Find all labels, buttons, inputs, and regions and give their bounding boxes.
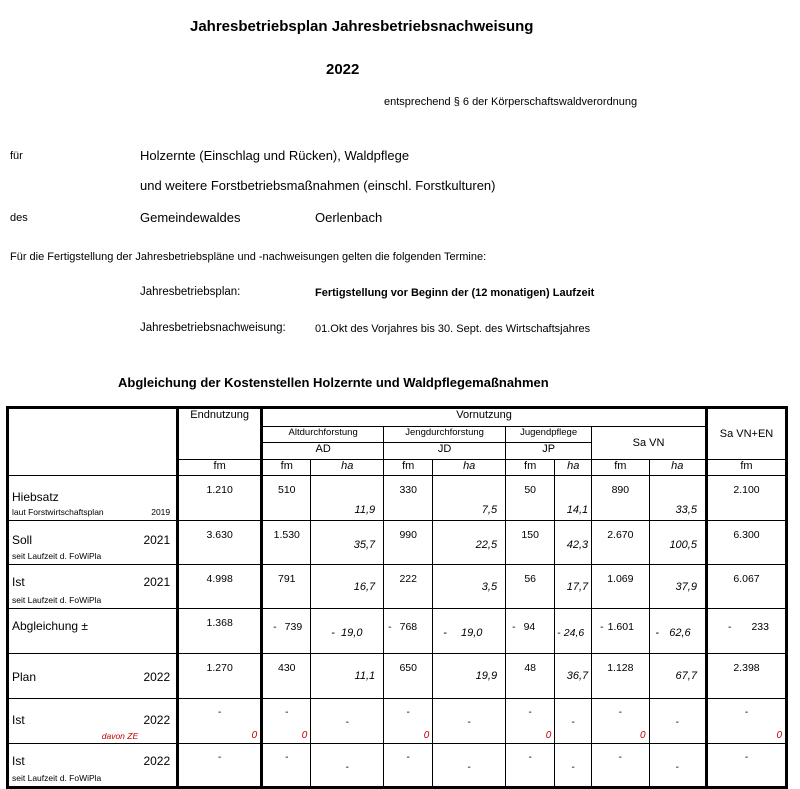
header-savnen: Sa VN+EN — [706, 408, 786, 460]
row-subtitle: seit Laufzeit d. FoWiPla — [12, 773, 102, 783]
minus-sign: - — [331, 627, 336, 639]
legal-basis: entsprechend § 6 der Körperschaftswaldverordnung — [384, 96, 638, 108]
dash: - — [675, 762, 679, 773]
cell-vn-ha — [649, 744, 706, 788]
header-jugendpflege: Jugendpflege — [506, 427, 592, 443]
unit-jp-fm: fm — [506, 460, 555, 476]
cell-ad-fm — [262, 609, 311, 654]
cell-jp-ha: 42,3 — [555, 521, 592, 565]
value: 94 — [523, 621, 536, 633]
dash: - — [528, 707, 532, 718]
minus-sign: - — [443, 627, 447, 639]
row-title: Plan — [12, 670, 37, 684]
value: 19,0 — [460, 627, 483, 639]
dash: - — [744, 752, 749, 763]
cost-center-table — [6, 406, 788, 789]
row-year: 2021 — [143, 575, 171, 589]
cell-jd-fm — [384, 699, 433, 744]
plan-year: 2022 — [326, 61, 360, 78]
dash: - — [285, 752, 289, 763]
table-title: Abgleichung der Kostenstellen Holzernte und Waldpflegemaßnahmen — [118, 375, 549, 390]
table-row — [8, 744, 787, 788]
row-label — [8, 521, 178, 565]
row-label — [8, 744, 178, 788]
table-row — [8, 521, 787, 565]
cell-jd-ha: 22,5 — [433, 521, 506, 565]
cell-jp-ha — [555, 699, 592, 744]
unit-jp-ha: ha — [555, 460, 592, 476]
cell-vn-fm: 1.128 — [592, 654, 649, 699]
cell-ad-fm — [262, 699, 311, 744]
zero-value: 0 — [301, 730, 308, 741]
unit-ad-ha: ha — [311, 460, 384, 476]
dash: - — [285, 707, 289, 718]
dash: - — [406, 707, 410, 718]
dash: - — [345, 717, 349, 728]
minus-sign: - — [273, 621, 277, 633]
value: 24,6 — [563, 627, 585, 639]
nachweis-deadline: 01.Okt des Vorjahres bis 30. Sept. des Wirtschaftsjahres — [315, 323, 591, 335]
unit-jd-fm: fm — [384, 460, 433, 476]
unit-en-fm: fm — [178, 460, 262, 476]
header-jp: JP — [506, 443, 592, 460]
cell-total: 2.100 — [706, 476, 786, 521]
cell-vn-fm — [592, 744, 649, 788]
dash: - — [571, 762, 575, 773]
cell-jd-ha — [433, 744, 506, 788]
cell-total: 2.398 — [706, 654, 786, 699]
cell-ad-fm: 510 — [262, 476, 311, 521]
cell-jd-ha — [433, 699, 506, 744]
cell-ad-ha: 11,1 — [311, 654, 384, 699]
cell-vn-ha: 33,5 — [649, 476, 706, 521]
cell-jd-fm — [384, 609, 433, 654]
cell-total: 6.300 — [706, 521, 786, 565]
cell-en — [178, 699, 262, 744]
header-ad: AD — [262, 443, 384, 460]
plan-label: Jahresbetriebsplan: — [140, 286, 241, 298]
cell-jp-fm: 50 — [506, 476, 555, 521]
value: 62,6 — [669, 627, 691, 639]
dash: - — [406, 752, 410, 763]
header-vornutzung: Vornutzung — [262, 408, 707, 427]
unit-ad-fm: fm — [262, 460, 311, 476]
cell-vn-fm — [592, 609, 649, 654]
unit-vn-fm: fm — [592, 460, 649, 476]
row-year: 2022 — [143, 754, 171, 768]
header-endnutzung: Endnutzung — [178, 408, 262, 460]
cell-jd-fm — [384, 744, 433, 788]
cell-vn-fm: 2.670 — [592, 521, 649, 565]
row-subtitle: laut Forstwirtschaftsplan — [12, 507, 104, 517]
zero-value: 0 — [545, 730, 552, 741]
zero-value: 0 — [776, 730, 782, 741]
unit-jd-ha: ha — [433, 460, 506, 476]
dash: - — [467, 717, 471, 728]
dash: - — [618, 752, 623, 763]
cell-ad-fm — [262, 744, 311, 788]
row-title: Ist — [12, 713, 25, 727]
cell-jp-fm — [506, 609, 555, 654]
cell-total — [706, 609, 786, 654]
row-title: Ist — [12, 575, 25, 589]
row-label — [8, 476, 178, 521]
dash: - — [217, 752, 222, 763]
minus-sign: - — [388, 621, 392, 633]
cell-vn-ha: 37,9 — [649, 565, 706, 609]
dash: - — [467, 762, 471, 773]
cell-en: 4.998 — [178, 565, 262, 609]
value: 233 — [751, 621, 769, 633]
row-title: Ist — [12, 754, 25, 768]
des-value: Gemeindewaldes — [140, 210, 241, 225]
header-altdurchforstung: Altdurchforstung — [262, 427, 384, 443]
header-savn: Sa VN — [592, 427, 707, 460]
row-year: 2022 — [143, 670, 171, 684]
row-label — [8, 609, 178, 654]
cell-jd-ha: 19,9 — [433, 654, 506, 699]
value: 1.601 — [607, 621, 634, 633]
row-label-header — [8, 408, 178, 476]
dash: - — [571, 717, 575, 728]
row-title: Abgleichung ± — [12, 619, 88, 633]
row-subtitle: seit Laufzeit d. FoWiPla — [12, 595, 102, 605]
dash: - — [345, 762, 349, 773]
cell-jd-fm: 990 — [384, 521, 433, 565]
cell-en: 1.270 — [178, 654, 262, 699]
cell-vn-ha — [649, 699, 706, 744]
deadlines-intro: Für die Fertigstellung der Jahresbetriebspläne und -nachweisungen gelten die folgenden Termine: — [10, 251, 487, 263]
cell-ad-ha — [311, 744, 384, 788]
cell-jp-ha: 36,7 — [555, 654, 592, 699]
cell-jp-fm — [506, 744, 555, 788]
cell-jp-fm: 150 — [506, 521, 555, 565]
value: 768 — [399, 621, 418, 633]
cell-vn-fm: 1.069 — [592, 565, 649, 609]
minus-sign: - — [557, 627, 561, 639]
table-row — [8, 609, 787, 654]
cell-vn-ha: 100,5 — [649, 521, 706, 565]
cell-en: 3.630 — [178, 521, 262, 565]
row-label — [8, 654, 178, 699]
cell-ad-ha: 16,7 — [311, 565, 384, 609]
cell-ad-fm: 791 — [262, 565, 311, 609]
cell-jp-fm: 48 — [506, 654, 555, 699]
cell-ad-ha: 35,7 — [311, 521, 384, 565]
cell-en: 1.210 — [178, 476, 262, 521]
cell-vn-ha: 67,7 — [649, 654, 706, 699]
cell-jd-ha — [433, 609, 506, 654]
cell-ad-fm: 1.530 — [262, 521, 311, 565]
cell-jp-ha — [555, 744, 592, 788]
cell-jd-fm: 222 — [384, 565, 433, 609]
zero-value: 0 — [423, 730, 430, 741]
dash: - — [675, 717, 679, 728]
value: 739 — [284, 621, 303, 633]
cell-vn-fm: 890 — [592, 476, 649, 521]
cell-jp-ha: 17,7 — [555, 565, 592, 609]
row-label — [8, 565, 178, 609]
row-subtitle: seit Laufzeit d. FoWiPla — [12, 551, 102, 561]
unit-total-fm: fm — [706, 460, 786, 476]
nachweis-label: Jahresbetriebsnachweisung: — [140, 322, 286, 334]
table-row — [8, 699, 787, 744]
dash: - — [528, 752, 532, 763]
cell-jp-ha — [555, 609, 592, 654]
zero-value: 0 — [251, 730, 258, 741]
fuer-label: für — [10, 150, 23, 162]
table-row — [8, 654, 787, 699]
minus-sign: - — [600, 621, 604, 633]
davon-ze-note: davon ZE — [101, 731, 139, 741]
header-jd: JD — [384, 443, 506, 460]
fuer-line-1: Holzernte (Einschlag und Rücken), Waldpflege — [140, 148, 410, 163]
cell-jp-ha: 14,1 — [555, 476, 592, 521]
fuer-line-2: und weitere Forstbetriebsmaßnahmen (einschl. Forstkulturen) — [140, 178, 496, 193]
zero-value: 0 — [639, 730, 646, 741]
header-jengdurchforstung: Jengdurchforstung — [384, 427, 506, 443]
unit-vn-ha: ha — [649, 460, 706, 476]
dash: - — [217, 707, 222, 718]
cell-jd-fm: 330 — [384, 476, 433, 521]
cell-jd-fm: 650 — [384, 654, 433, 699]
cell-jp-fm: 56 — [506, 565, 555, 609]
row-title: Hiebsatz — [12, 490, 59, 504]
dash: - — [618, 707, 623, 718]
cell-jp-fm — [506, 699, 555, 744]
document-title: Jahresbetriebsplan Jahresbetriebsnachweisung — [190, 18, 534, 35]
value: 19,0 — [341, 627, 363, 639]
cell-vn-ha — [649, 609, 706, 654]
cell-ad-ha: 11,9 — [311, 476, 384, 521]
cell-en: 1.368 — [178, 609, 262, 654]
minus-sign: - — [655, 627, 660, 639]
row-year: 2021 — [143, 533, 171, 547]
minus-sign: - — [512, 621, 516, 633]
cell-ad-ha — [311, 699, 384, 744]
cell-en — [178, 744, 262, 788]
des-label: des — [10, 212, 28, 224]
table-row — [8, 476, 787, 521]
cell-ad-ha — [311, 609, 384, 654]
municipality-name: Oerlenbach — [315, 210, 383, 225]
row-sub-year: 2019 — [151, 507, 171, 517]
table-row — [8, 565, 787, 609]
dash: - — [744, 707, 749, 718]
cell-ad-fm: 430 — [262, 654, 311, 699]
row-label — [8, 699, 178, 744]
cell-total — [706, 744, 786, 788]
plan-deadline: Fertigstellung vor Beginn der (12 monatigen) Laufzeit — [315, 287, 595, 299]
cell-jd-ha: 3,5 — [433, 565, 506, 609]
row-year: 2022 — [143, 713, 171, 727]
row-title: Soll — [12, 533, 33, 547]
minus-sign: - — [727, 621, 732, 633]
cell-jd-ha: 7,5 — [433, 476, 506, 521]
cell-vn-fm — [592, 699, 649, 744]
cell-total — [706, 699, 786, 744]
cell-total: 6.067 — [706, 565, 786, 609]
